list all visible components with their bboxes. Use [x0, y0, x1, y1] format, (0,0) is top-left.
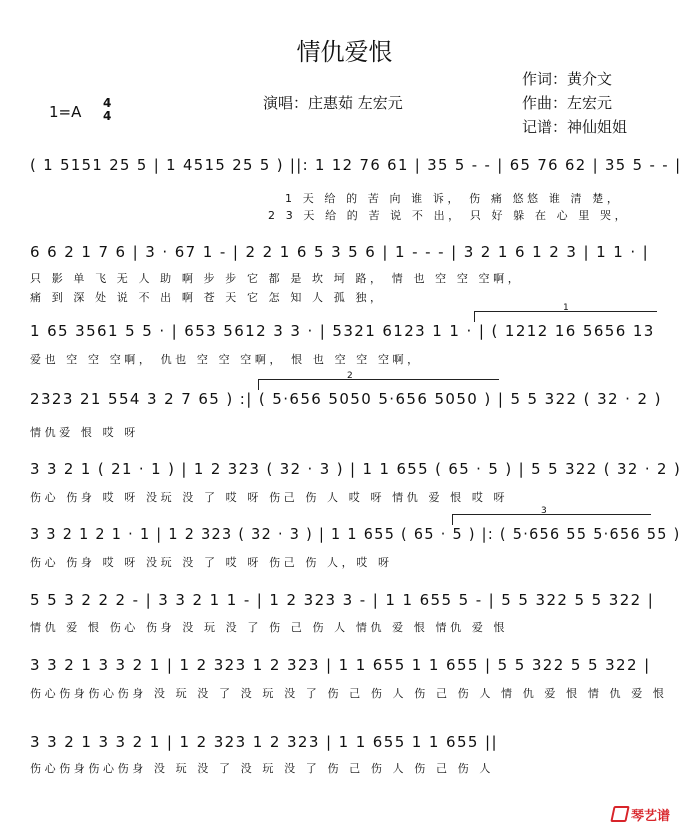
score-line-3: 1 65 3561 5 5 · | 653 5612 3 3 · | 5321 6123 1 1 · | ( 1212 16 5656 13 [30, 322, 655, 340]
score-line-5: 3 3 2 1 ( 21 · 1 ) | 1 2 323 ( 32 · 3 ) | 1 1 655 ( 65 · 5 ) | 5 5 322 ( 32 · 2 ) [30, 460, 682, 478]
volta-1 [474, 303, 657, 322]
score-line-6: 3 3 2 1 2 1 · 1 | 1 2 323 ( 32 · 3 ) | 1 1 655 ( 65 · 5 ) |: ( 5·656 55 5·656 55 ) [30, 525, 681, 543]
time-signature [103, 97, 111, 123]
volta-1-label: 1 [563, 303, 569, 313]
score-line-8: 3 3 2 1 3 3 2 1 | 1 2 323 1 2 323 | 1 1 655 1 1 655 | 5 5 322 5 5 322 | [30, 656, 651, 674]
lyrics-line-9: 伤心伤身伤心伤身 没 玩 没 了 没 玩 没 了 伤 己 伤 人 伤 己 伤 人 [30, 762, 494, 775]
lyrics-line-2b: 痛 到 深 处 说 不 出 啊 苍 天 它 怎 知 人 孤 独， [30, 291, 385, 304]
transcriber-credit: 记谱：神仙姐姐 [522, 118, 628, 136]
lyrics-line-2a: 只 影 单 飞 无 人 助 啊 步 步 它 都 是 坎 坷 路， 情 也 空 空 空啊， [30, 272, 523, 285]
volta-2-label: 2 [347, 371, 353, 381]
lyrics-line-1b: 2 3 天 给 的 苦 说 不 出， 只 好 躲 在 心 里 哭， [268, 209, 630, 222]
score-line-7: 5 5 3 2 2 2 - | 3 3 2 1 1 - | 1 2 323 3 - | 1 1 655 5 - | 5 5 322 5 5 322 | [30, 591, 655, 609]
volta-3 [452, 506, 651, 525]
key-signature: 1=A [49, 103, 82, 121]
time-sig-top: 4 [103, 96, 112, 110]
lyrics-line-8: 伤心伤身伤心伤身 没 玩 没 了 没 玩 没 了 伤 己 伤 人 伤 己 伤 人 情 仇 爱 恨 情 仇 爱 恨 [30, 687, 668, 700]
score-line-9: 3 3 2 1 3 3 2 1 | 1 2 323 1 2 323 | 1 1 655 1 1 655 || [30, 733, 498, 751]
score-line-1: ( 1 5151 25 5 | 1 4515 25 5 ) ||: 1 12 76 61 | 35 5 - - | 65 76 62 | 35 5 - - | [30, 156, 682, 174]
logo-text: 琴艺谱 [631, 809, 671, 824]
time-sig-bottom: 4 [103, 109, 112, 123]
composer-credit: 作曲：左宏元 [522, 94, 613, 112]
logo-icon [610, 806, 629, 822]
song-title: 情仇爱恨 [296, 38, 393, 66]
volta-3-label: 3 [541, 506, 547, 516]
score-line-4: 2323 21 554 3 2 7 65 ) :| ( 5·656 5050 5·656 5050 ) | 5 5 322 ( 32 · 2 ) [30, 390, 662, 408]
site-logo [612, 805, 670, 824]
volta-2 [258, 371, 499, 390]
lyrics-line-1a: 1 天 给 的 苦 向 谁 诉， 伤 痛 悠悠 谁 清 楚， [285, 192, 622, 205]
lyrics-line-6: 伤心 伤身 哎 呀 没玩 没 了 哎 呀 伤己 伤 人，哎 呀 [30, 556, 393, 569]
singers-credit: 演唱：庄惠茹 左宏元 [263, 94, 403, 112]
lyrics-line-5: 伤心 伤身 哎 呀 没玩 没 了 哎 呀 伤己 伤 人 哎 呀 情仇 爱 恨 哎 呀 [30, 491, 509, 504]
lyricist-credit: 作词：黄介文 [522, 70, 613, 88]
lyrics-line-3: 爱也 空 空 空啊， 仇也 空 空 空啊， 恨 也 空 空 空啊， [30, 353, 422, 366]
lyrics-line-7: 情仇 爱 恨 伤心 伤身 没 玩 没 了 伤 己 伤 人 情仇 爱 恨 情仇 爱 恨 [30, 621, 509, 634]
score-line-2: 6 6 2 1 7 6 | 3 · 67 1 - | 2 2 1 6 5 3 5 6 | 1 - - - | 3 2 1 6 1 2 3 | 1 1 · | [30, 243, 650, 261]
lyrics-line-4: 情仇爱 恨 哎 呀 [30, 426, 139, 439]
